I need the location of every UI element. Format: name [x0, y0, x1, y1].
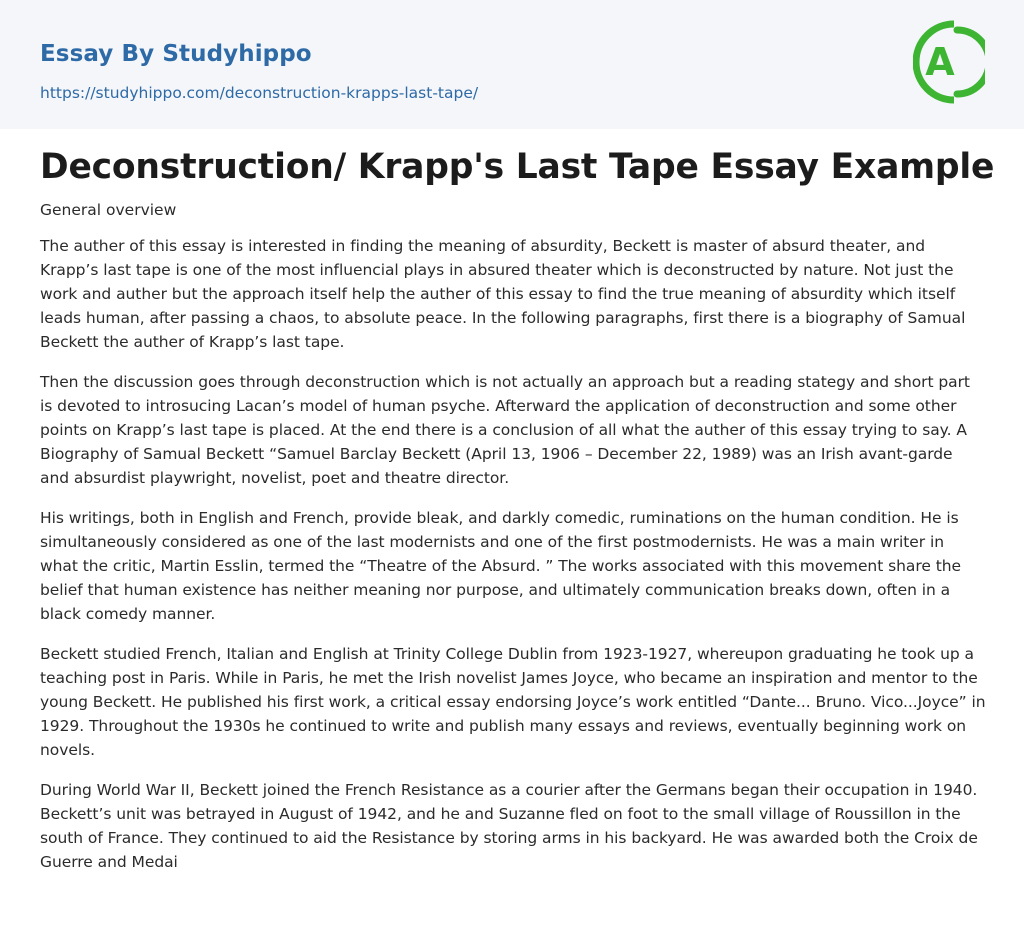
- paragraph-1: The auther of this essay is interested in finding the meaning of absurdity, Beckett is master of absurd theater, and Krapp’s last tape is one of the most influencial plays in absured theater which is deconstructed by nature. Not just the work and auther but the approach itself help the auther of this essay to find the true meaning of absurdity which itself leads human, after passing a chaos, to absolute peace. In the following paragraphs, first there is a biography of Samual Beckett the auther of Krapp’s last tape.: [40, 237, 966, 351]
- site-brand[interactable]: Essay By Studyhippo: [40, 41, 312, 67]
- page-title: Deconstruction/ Krapp's Last Tape Essay Example: [40, 147, 995, 187]
- article: [40, 144, 995, 874]
- paragraph-5: During World War II, Beckett joined the French Resistance as a courier after the Germans began their occupation in 1940. Beckett’s unit was betrayed in August of 1942, and he and Suzanne fled on foot to the small village of Roussillon in the south of France. They continued to aid the Resistance by storing arms in his backyard. He was awarded both the Croix de Guerre and Medai: [40, 781, 978, 871]
- studyhippo-logo-icon[interactable]: [913, 20, 985, 104]
- article-subtitle: General overview: [40, 201, 177, 219]
- paragraph-4: Beckett studied French, Italian and English at Trinity College Dublin from 1923-1927, whereupon graduating he took up a teaching post in Paris. While in Paris, he met the Irish novelist James Joyce, who became an inspiration and mentor to the young Beckett. He published his first work, a critical essay endorsing Joyce’s work entitled “Dante... Bruno. Vico...Joyce” in 1929. Throughout the 1930s he continued to write and publish many essays and reviews, eventually beginning work on novels.: [40, 645, 986, 759]
- page-url-link[interactable]: https://studyhippo.com/deconstruction-krapps-last-tape/: [40, 84, 479, 102]
- logo-letter: A: [925, 40, 955, 84]
- paragraph-3: His writings, both in English and French, provide bleak, and darkly comedic, ruminations on the human condition. He is simultaneously considered as one of the last modernists and one of the first postmodernists. He was a main writer in what the critic, Martin Esslin, termed the “Theatre of the Absurd. ” The works associated with this movement share the belief that human existence has neither meaning nor purpose, and ultimately communication breaks down, often in a black comedy manner.: [40, 509, 961, 623]
- site-header: [0, 0, 1024, 129]
- paragraph-2: Then the discussion goes through deconstruction which is not actually an approach but a reading stategy and short part is devoted to introsucing Lacan’s model of human psyche. Afterward the application of deconstruction and some other points on Krapp’s last tape is placed. At the end there is a conclusion of all what the auther of this essay trying to say. A Biography of Samual Beckett “Samuel Barclay Beckett (April 13, 1906 – December 22, 1989) was an Irish avant-garde and absurdist playwright, novelist, poet and theatre director.: [40, 373, 970, 487]
